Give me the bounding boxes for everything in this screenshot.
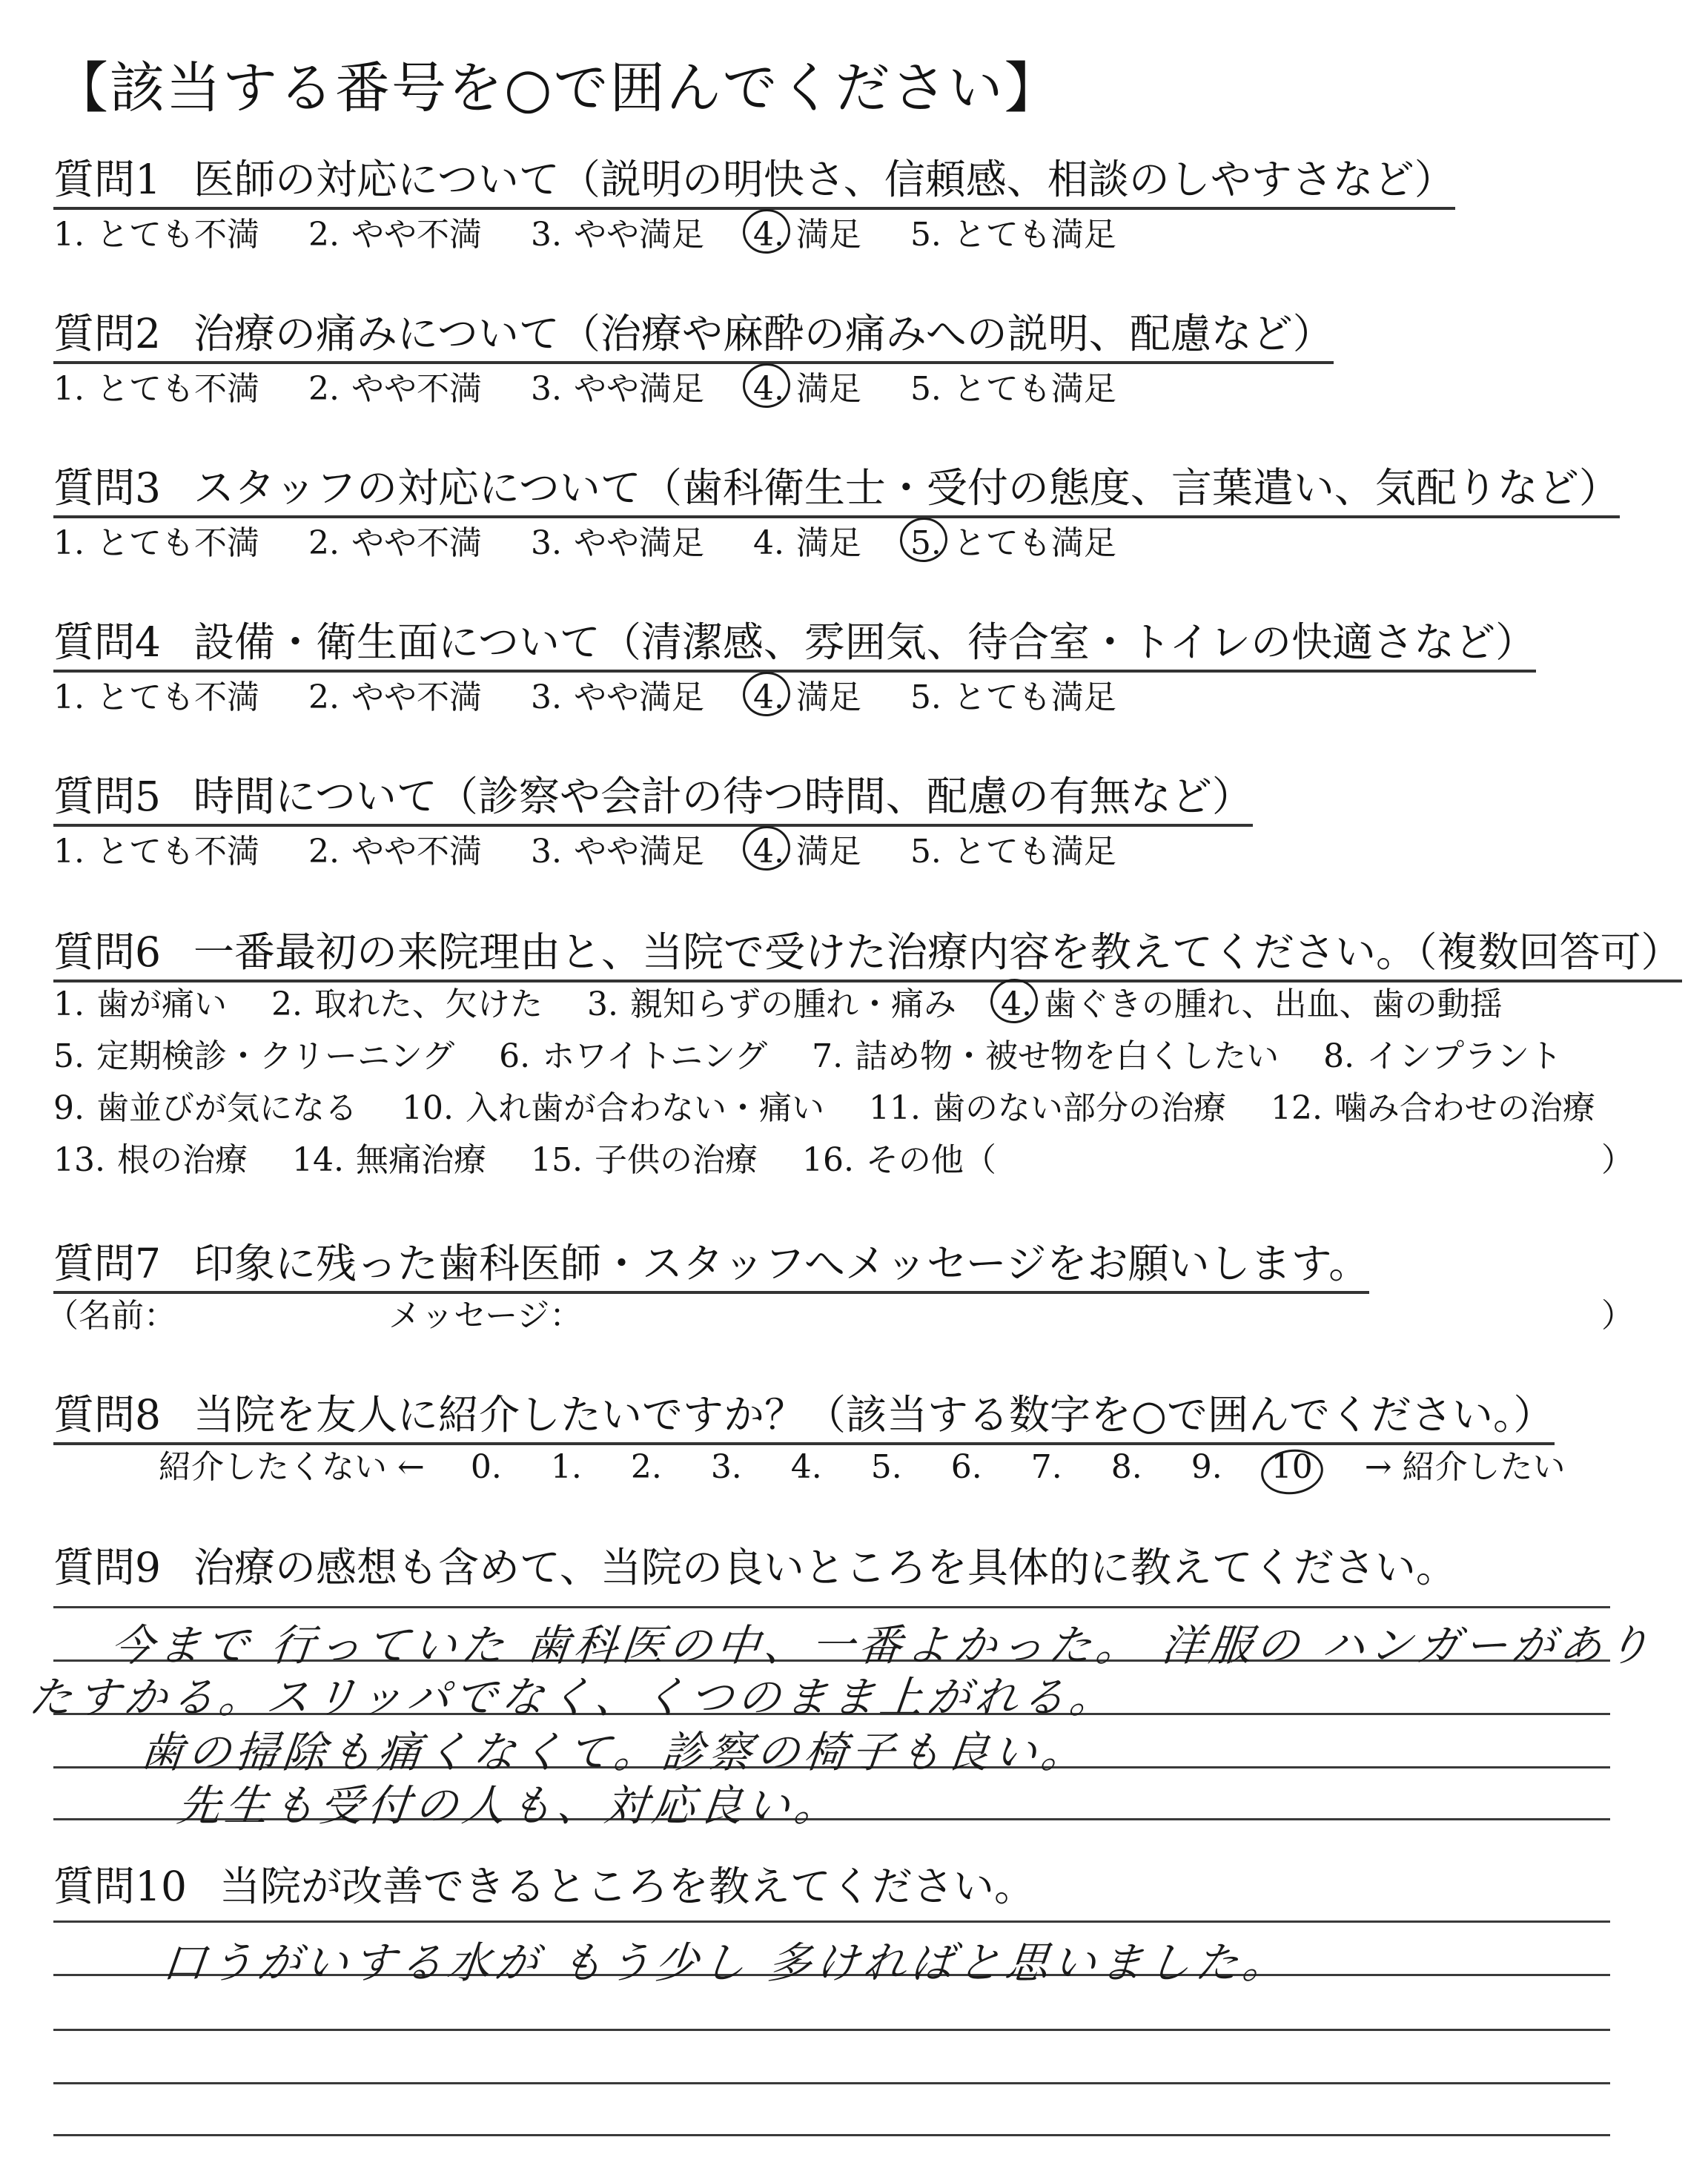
q10-answer-line [53,2134,1610,2136]
q4-option-3[interactable]: 3. やや満足 [530,678,704,716]
q8-scale [159,1440,1566,1487]
form-header: 【該当する番号を○で囲んでください】 [53,56,1061,120]
q6-other-close-paren: ） [1601,1141,1634,1179]
q8-option-9[interactable]: 9. [1191,1448,1222,1486]
q6-option-3[interactable]: 3. 親知らずの腫れ・痛み [586,985,956,1023]
q9-handwritten-line-4: 先生も受付の人も、対応良い。 [174,1780,845,1831]
q10-number: 質問10 [53,1863,187,1910]
q4-option-4-selected[interactable]: 4. 満足 [752,678,861,716]
q8-option-0[interactable]: 0. [470,1448,502,1486]
q8-number: 質問8 [53,1391,161,1439]
q7-text: 印象に残った歯科医師・スタッフへメッセージをお願いします。 [193,1240,1370,1287]
q8-left-label: 紹介したくない ← [159,1448,425,1486]
q5-number: 質問5 [53,773,161,820]
q3-option-4[interactable]: 4. 満足 [752,524,861,562]
q9-heading [53,1535,1457,1593]
q6-option-2[interactable]: 2. 取れた、欠けた [271,985,543,1023]
q8-option-8[interactable]: 8. [1110,1448,1142,1486]
q6-option-6[interactable]: 6. ホワイトニング [499,1037,768,1075]
q2-option-3[interactable]: 3. やや満足 [530,370,704,408]
q5-text: 時間について（診察や会計の待つ時間、配慮の有無など） [193,773,1253,820]
q8-option-10-selected[interactable]: 10 [1271,1448,1313,1486]
q6-option-14[interactable]: 14. 無痛治療 [291,1141,486,1179]
q8-option-3[interactable]: 3. [710,1448,742,1486]
q2-text: 治療の痛みについて（治療や麻酔の痛みへの説明、配慮など） [193,310,1334,357]
q8-option-7[interactable]: 7. [1030,1448,1062,1486]
q1-number: 質問1 [53,156,161,203]
q4-text: 設備・衛生面について（清潔感、雰囲気、待合室・トイレの快適さなど） [193,618,1537,666]
q1-option-5[interactable]: 5. とても満足 [910,216,1116,254]
q7-name-label: （名前： [46,1297,176,1335]
q6-option-5[interactable]: 5. 定期検診・クリーニング [53,1037,455,1075]
q1-option-3[interactable]: 3. やや満足 [530,216,704,254]
q9-answer-line [53,1606,1610,1608]
q3-option-3[interactable]: 3. やや満足 [530,524,704,562]
q8-text: 当院を友人に紹介したいですか？（該当する数字を○で囲んでください。） [193,1391,1555,1439]
q6-option-9[interactable]: 9. 歯並びが気になる [53,1089,357,1127]
q6-row-1 [53,977,1503,1025]
q3-heading [53,455,1620,518]
q10-answer-line [53,2029,1610,2031]
q6-row-2 [53,1029,1562,1077]
q6-option-11[interactable]: 11. 歯のない部分の治療 [868,1089,1226,1127]
q2-option-1[interactable]: 1. とても不満 [53,370,259,408]
q6-option-16[interactable]: 16. その他（ [801,1141,996,1179]
q3-text: スタッフの対応について（歯科衛生士・受付の態度、言葉遣い、気配りなど） [193,464,1620,512]
q5-option-3[interactable]: 3. やや満足 [530,833,704,871]
q3-option-2[interactable]: 2. やや不満 [308,524,482,562]
q6-row-4 [53,1133,996,1180]
q10-heading [53,1854,1035,1912]
q10-text: 当院が改善できるところを教えてください。 [219,1863,1036,1910]
q10-answer-line [53,1920,1610,1923]
q5-option-4-selected[interactable]: 4. 満足 [752,833,861,871]
q4-options [53,670,1116,718]
q2-option-2[interactable]: 2. やや不満 [308,370,482,408]
q5-option-2[interactable]: 2. やや不満 [308,833,482,871]
q4-option-1[interactable]: 1. とても不満 [53,678,259,716]
q2-options [53,362,1116,409]
q3-options [53,516,1116,564]
q6-number: 質問6 [53,928,161,976]
q6-option-1[interactable]: 1. 歯が痛い [53,985,227,1023]
q6-row-3 [53,1081,1595,1129]
q10-answer-line [53,2082,1610,2084]
q8-right-label: → 紹介したい [1364,1448,1566,1486]
q1-options [53,208,1116,255]
q9-handwritten-line-1: 今まで 行っていた 歯科医の中、一番よかった。 洋服の ハンガーがあり [107,1620,1657,1671]
q8-heading [53,1382,1555,1445]
q7-number: 質問7 [53,1240,161,1287]
q6-option-7[interactable]: 7. 詰め物・被せ物を白くしたい [812,1037,1280,1075]
q3-option-5-selected[interactable]: 5. とても満足 [910,524,1116,562]
q5-heading [53,764,1253,827]
q6-option-4-selected[interactable]: 4. 歯ぐきの腫れ、出血、歯の動揺 [1000,985,1503,1023]
q6-option-13[interactable]: 13. 根の治療 [53,1141,248,1179]
q9-text: 治療の感想も含めて、当院の良いところを具体的に教えてください。 [193,1544,1457,1591]
q2-number: 質問2 [53,310,161,357]
q4-option-2[interactable]: 2. やや不満 [308,678,482,716]
q1-text: 医師の対応について（説明の明快さ、信頼感、相談のしやすさなど） [193,156,1455,203]
q8-option-4[interactable]: 4. [790,1448,822,1486]
q2-option-5[interactable]: 5. とても満足 [910,370,1116,408]
q2-option-4-selected[interactable]: 4. 満足 [752,370,861,408]
q1-heading [53,147,1455,210]
q7-close-paren: ） [1601,1297,1634,1335]
q8-option-2[interactable]: 2. [630,1448,662,1486]
q6-option-15[interactable]: 15. 子供の治療 [530,1141,758,1179]
q8-option-6[interactable]: 6. [950,1448,982,1486]
q7-heading [53,1231,1369,1294]
q8-option-5[interactable]: 5. [870,1448,902,1486]
q6-text: 一番最初の来院理由と、当院で受けた治療内容を教えてください。（複数回答可） [193,928,1682,976]
q4-option-5[interactable]: 5. とても満足 [910,678,1116,716]
q4-number: 質問4 [53,618,161,666]
q3-number: 質問3 [53,464,161,512]
q5-option-1[interactable]: 1. とても不満 [53,833,259,871]
q1-option-2[interactable]: 2. やや不満 [308,216,482,254]
q10-handwritten-line-1: 口うがいする水が もう少し 多ければと思いました。 [159,1938,1293,1988]
q7-message-label: メッセージ： [388,1297,583,1335]
q6-heading [53,919,1682,982]
q3-option-1[interactable]: 1. とても不満 [53,524,259,562]
q6-option-12[interactable]: 12. 噛み合わせの治療 [1270,1089,1595,1127]
q1-option-4-selected[interactable]: 4. 満足 [752,216,861,254]
q6-option-10[interactable]: 10. 入れ歯が合わない・痛い [401,1089,824,1127]
q4-heading [53,610,1536,673]
q9-handwritten-line-2: たすかる。スリッパでなく、くつのまま上がれる。 [26,1672,1120,1723]
q2-heading [53,301,1334,364]
q9-number: 質問9 [53,1544,161,1591]
q8-option-1[interactable]: 1. [550,1448,582,1486]
q9-handwritten-line-3: 歯の掃除も痛くなくて。診察の椅子も良い。 [137,1727,1091,1777]
q1-option-1[interactable]: 1. とても不満 [53,216,259,254]
q5-option-5[interactable]: 5. とても満足 [910,833,1116,871]
q6-option-8[interactable]: 8. インプラント [1323,1037,1563,1075]
q5-options [53,825,1116,872]
